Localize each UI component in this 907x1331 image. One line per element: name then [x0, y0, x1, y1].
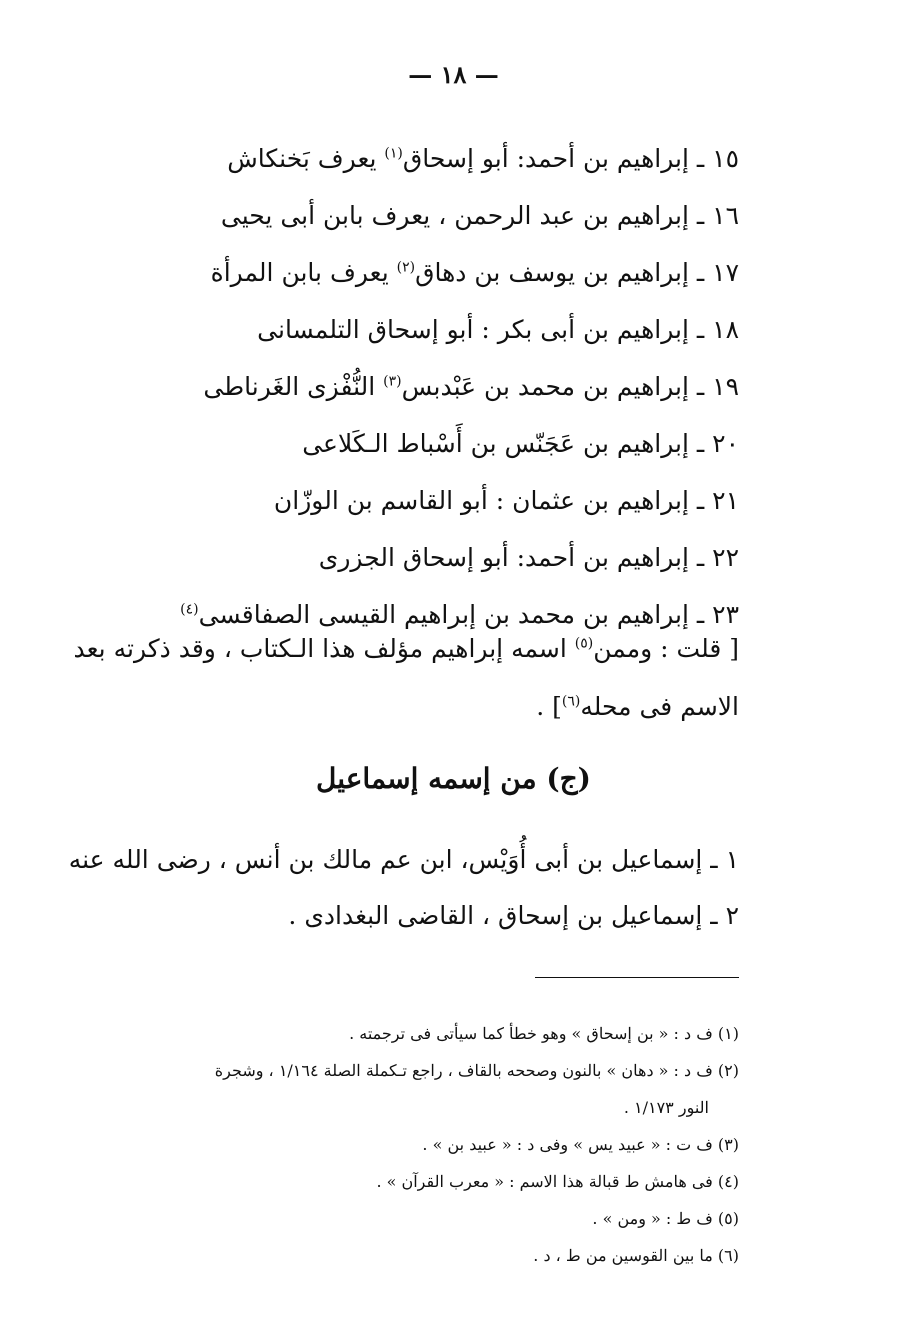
list-item	[219, 529, 739, 586]
entry-text-after: النُّفْزى الغَرناطى	[203, 372, 384, 401]
footnote-divider	[535, 977, 739, 978]
entry-text: ١٩ ـ إبراهيم بن محمد بن عَبْدبس	[401, 372, 739, 401]
note-text: ] .	[536, 692, 562, 721]
list-item	[219, 187, 739, 244]
footnote-marker: (٦)	[561, 693, 581, 710]
footnote: (٤) فى هامش ط قبالة هذا الاسم : « معرب القرآن » .	[376, 1172, 739, 1191]
footnote: (١) ف د : « بن إسحاق » وهو خطأ كما سيأتى فى ترجمته .	[349, 1024, 739, 1043]
list-item	[219, 472, 739, 529]
list-item	[210, 244, 739, 301]
footnote-marker: (٢)	[396, 259, 416, 276]
footnote: (٢) ف د : « دهان » بالنون وصححه بالقاف ، راجع تـكملة الصلة ١/١٦٤ ، وشجرة	[214, 1061, 739, 1080]
entry-text: ٢٣ ـ إبراهيم بن محمد بن إبراهيم القيسى الصفاقسى	[198, 600, 739, 629]
footnote: (٥) ف ط : « ومن » .	[592, 1209, 739, 1228]
footnote-marker: (٣)	[383, 373, 402, 390]
entry-text: ١٥ ـ إبراهيم بن أحمد: أبو إسحاق	[402, 144, 739, 173]
entry-text: ٢١ ـ إبراهيم بن عثمان : أبو القاسم بن الوزّان	[273, 486, 739, 515]
entry-text: ٢٢ ـ إبراهيم بن أحمد: أبو إسحاق الجزرى	[318, 543, 739, 572]
note-line	[79, 678, 739, 736]
footnotes	[79, 1015, 739, 1274]
list-item	[219, 301, 739, 358]
note-text: اسمه إبراهيم مؤلف هذا الـكتاب ، وقد ذكرته بعد	[73, 634, 575, 663]
entry-text: ١٨ ـ إبراهيم بن أبى بكر : أبو إسحاق التلمسانى	[257, 315, 739, 344]
entry-text-after: يعرف بابن المرأة	[210, 258, 397, 287]
footnote-marker: (٤)	[180, 601, 199, 618]
list-item: ١ ـ إسماعيل بن أبى أُوَيْس، ابن عم مالك بن أنس ، رضى الله عنه	[68, 845, 739, 874]
entry-text: ١٦ ـ إبراهيم بن عبد الرحمن ، يعرف بابن أبى يحيى	[220, 201, 739, 230]
list-item	[219, 415, 739, 472]
footnote-marker: (٥)	[574, 635, 594, 652]
footnote-marker: (١)	[384, 145, 403, 162]
note-line	[73, 620, 739, 678]
list-item	[203, 358, 739, 415]
footnote-continuation: النور ١/١٧٣ .	[623, 1098, 709, 1117]
note-text: [ قلت : وممن	[593, 634, 739, 663]
note-text: الاسم فى محله	[580, 692, 739, 721]
author-note	[73, 620, 739, 736]
section-heading: (ج) من إسمه إسماعيل	[316, 762, 591, 795]
entries-list-section-b	[68, 832, 739, 944]
list-item: ٢ ـ إسماعيل بن إسحاق ، القاضى البغدادى .	[288, 901, 739, 930]
list-item	[219, 130, 739, 187]
page-number: — ١٨ —	[408, 60, 499, 89]
footnote: (٣) ف ت : « عبيد يس » وفى د : « عبيد بن » .	[422, 1135, 739, 1154]
entry-text-after: يعرف بَخنكاش	[227, 144, 385, 173]
entries-list	[180, 130, 739, 643]
entry-text: ١٧ ـ إبراهيم بن يوسف بن دهاق	[415, 258, 739, 287]
entry-text: ٢٠ ـ إبراهيم بن عَجَنّس بن أَسْباط الـكَلاعى	[302, 429, 739, 458]
footnote: (٦) ما بين القوسين من ط ، د .	[533, 1246, 739, 1265]
